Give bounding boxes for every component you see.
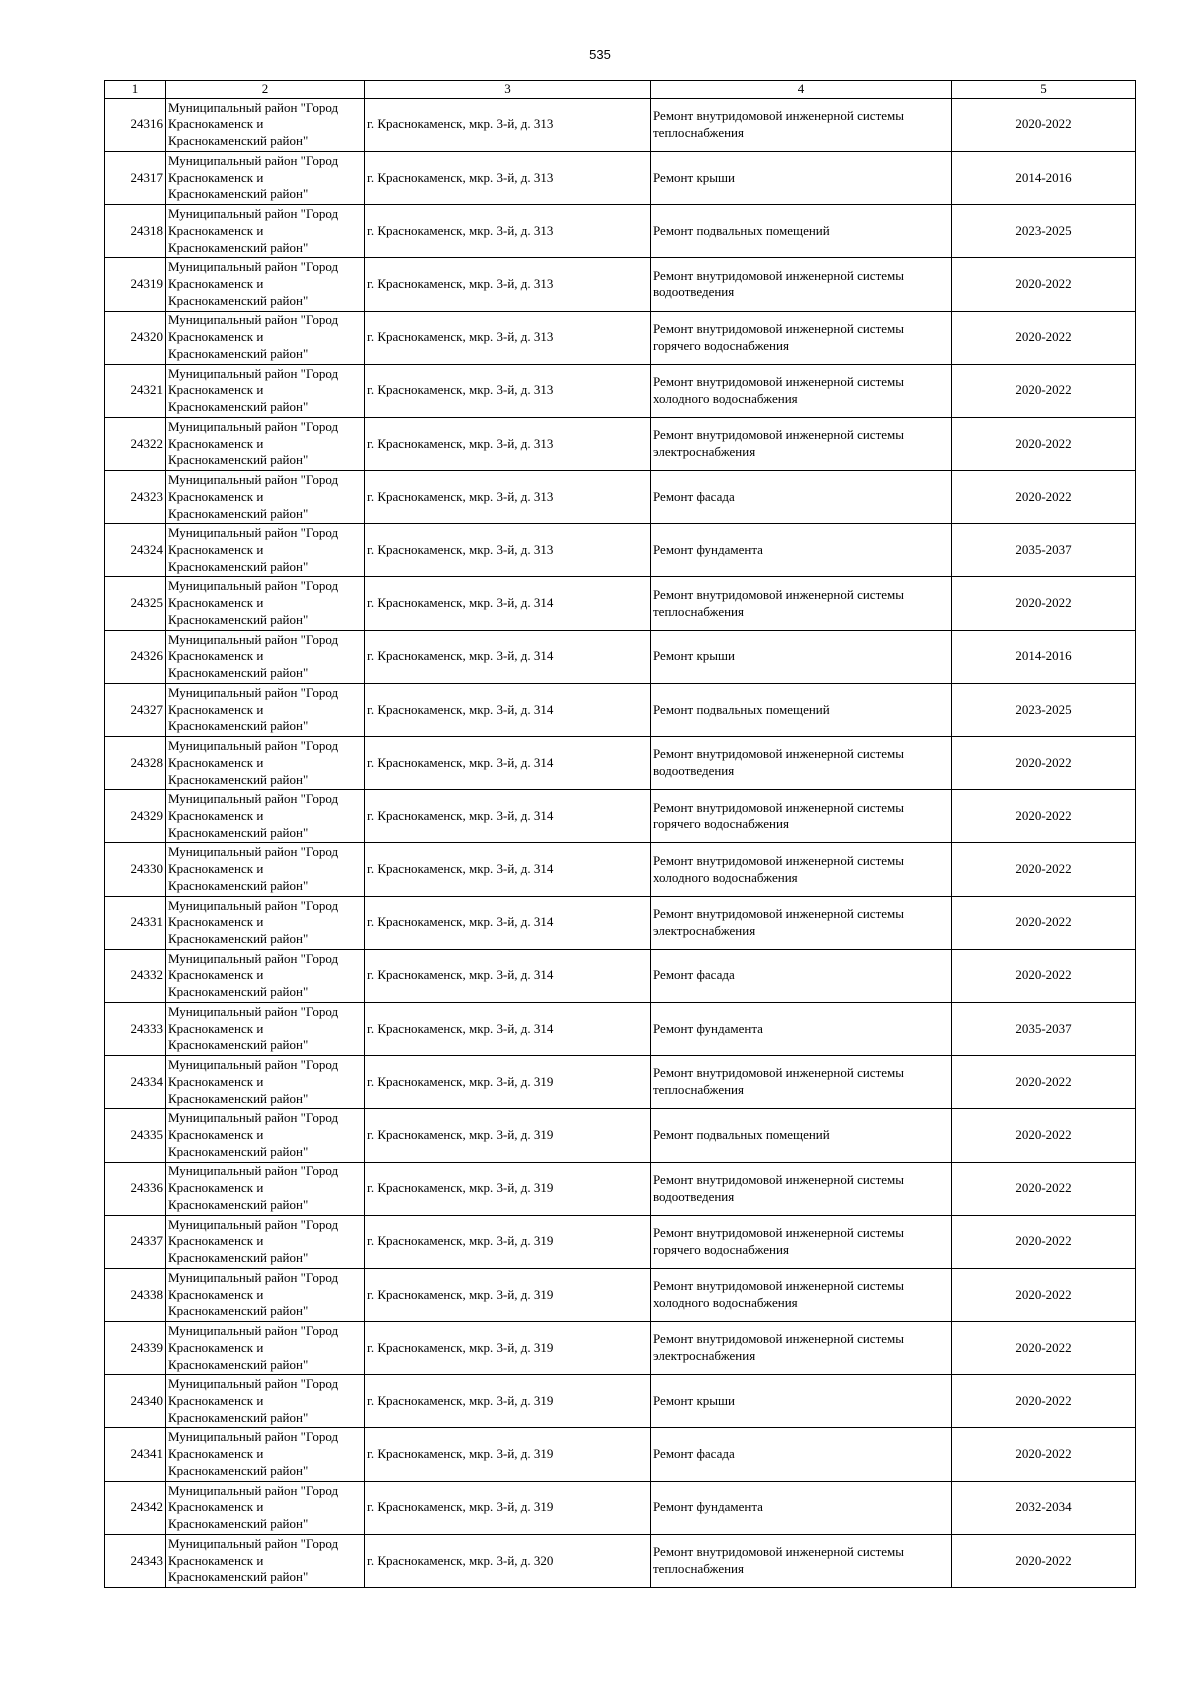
address-cell: г. Краснокаменск, мкр. 3-й, д. 313 bbox=[365, 311, 651, 364]
table-row bbox=[105, 1534, 1136, 1587]
address-cell: г. Краснокаменск, мкр. 3-й, д. 319 bbox=[365, 1056, 651, 1109]
work-type-cell: Ремонт внутридомовой инженерной системы электроснабжения bbox=[651, 896, 952, 949]
municipality-cell: Муниципальный район "Город Краснокаменск и Краснокаменский район" bbox=[166, 1056, 365, 1109]
address-cell: г. Краснокаменск, мкр. 3-й, д. 313 bbox=[365, 364, 651, 417]
row-number-cell: 24337 bbox=[105, 1215, 166, 1268]
column-header-3: 3 bbox=[365, 81, 651, 99]
work-type-cell: Ремонт фасада bbox=[651, 1428, 952, 1481]
work-type-cell: Ремонт внутридомовой инженерной системы теплоснабжения bbox=[651, 577, 952, 630]
municipality-cell: Муниципальный район "Город Краснокаменск и Краснокаменский район" bbox=[166, 311, 365, 364]
municipality-cell: Муниципальный район "Город Краснокаменск и Краснокаменский район" bbox=[166, 417, 365, 470]
period-cell: 2020-2022 bbox=[952, 1162, 1136, 1215]
period-cell: 2020-2022 bbox=[952, 364, 1136, 417]
row-number-cell: 24323 bbox=[105, 471, 166, 524]
address-cell: г. Краснокаменск, мкр. 3-й, д. 319 bbox=[365, 1428, 651, 1481]
table-row bbox=[105, 737, 1136, 790]
table-body bbox=[105, 98, 1136, 1587]
address-cell: г. Краснокаменск, мкр. 3-й, д. 314 bbox=[365, 683, 651, 736]
table-row bbox=[105, 1375, 1136, 1428]
municipality-cell: Муниципальный район "Город Краснокаменск и Краснокаменский район" bbox=[166, 1534, 365, 1587]
municipality-cell: Муниципальный район "Город Краснокаменск и Краснокаменский район" bbox=[166, 1481, 365, 1534]
municipality-cell: Муниципальный район "Город Краснокаменск и Краснокаменский район" bbox=[166, 524, 365, 577]
row-number-cell: 24333 bbox=[105, 1002, 166, 1055]
work-type-cell: Ремонт внутридомовой инженерной системы электроснабжения bbox=[651, 1322, 952, 1375]
period-cell: 2020-2022 bbox=[952, 258, 1136, 311]
period-cell: 2020-2022 bbox=[952, 1109, 1136, 1162]
municipality-cell: Муниципальный район "Город Краснокаменск и Краснокаменский район" bbox=[166, 1162, 365, 1215]
row-number-cell: 24328 bbox=[105, 737, 166, 790]
row-number-cell: 24336 bbox=[105, 1162, 166, 1215]
municipality-cell: Муниципальный район "Город Краснокаменск и Краснокаменский район" bbox=[166, 98, 365, 151]
table-row bbox=[105, 683, 1136, 736]
row-number-cell: 24326 bbox=[105, 630, 166, 683]
municipality-cell: Муниципальный район "Город Краснокаменск и Краснокаменский район" bbox=[166, 1322, 365, 1375]
row-number-cell: 24329 bbox=[105, 790, 166, 843]
municipality-cell: Муниципальный район "Город Краснокаменск и Краснокаменский район" bbox=[166, 471, 365, 524]
period-cell: 2020-2022 bbox=[952, 737, 1136, 790]
address-cell: г. Краснокаменск, мкр. 3-й, д. 320 bbox=[365, 1534, 651, 1587]
table-row bbox=[105, 471, 1136, 524]
work-type-cell: Ремонт внутридомовой инженерной системы холодного водоснабжения bbox=[651, 364, 952, 417]
municipality-cell: Муниципальный район "Город Краснокаменск и Краснокаменский район" bbox=[166, 737, 365, 790]
table-row bbox=[105, 1109, 1136, 1162]
period-cell: 2020-2022 bbox=[952, 896, 1136, 949]
period-cell: 2035-2037 bbox=[952, 1002, 1136, 1055]
table-row bbox=[105, 1162, 1136, 1215]
municipality-cell: Муниципальный район "Город Краснокаменск и Краснокаменский район" bbox=[166, 843, 365, 896]
capital-repair-table bbox=[104, 80, 1136, 1588]
table-row bbox=[105, 311, 1136, 364]
table-row bbox=[105, 1268, 1136, 1321]
period-cell: 2020-2022 bbox=[952, 1056, 1136, 1109]
table-row bbox=[105, 1002, 1136, 1055]
table-row bbox=[105, 1056, 1136, 1109]
work-type-cell: Ремонт крыши bbox=[651, 151, 952, 204]
table-row bbox=[105, 205, 1136, 258]
address-cell: г. Краснокаменск, мкр. 3-й, д. 313 bbox=[365, 205, 651, 258]
table-row bbox=[105, 577, 1136, 630]
row-number-cell: 24321 bbox=[105, 364, 166, 417]
period-cell: 2020-2022 bbox=[952, 1322, 1136, 1375]
row-number-cell: 24325 bbox=[105, 577, 166, 630]
row-number-cell: 24324 bbox=[105, 524, 166, 577]
work-type-cell: Ремонт фундамента bbox=[651, 1002, 952, 1055]
work-type-cell: Ремонт внутридомовой инженерной системы теплоснабжения bbox=[651, 98, 952, 151]
page-number: 535 bbox=[589, 47, 611, 62]
column-header-4: 4 bbox=[651, 81, 952, 99]
row-number-cell: 24316 bbox=[105, 98, 166, 151]
row-number-cell: 24327 bbox=[105, 683, 166, 736]
work-type-cell: Ремонт подвальных помещений bbox=[651, 205, 952, 258]
table-row bbox=[105, 417, 1136, 470]
period-cell: 2020-2022 bbox=[952, 1534, 1136, 1587]
table-row bbox=[105, 630, 1136, 683]
municipality-cell: Муниципальный район "Город Краснокаменск и Краснокаменский район" bbox=[166, 1109, 365, 1162]
row-number-cell: 24339 bbox=[105, 1322, 166, 1375]
work-type-cell: Ремонт фасада bbox=[651, 471, 952, 524]
table-row bbox=[105, 1215, 1136, 1268]
table-row bbox=[105, 258, 1136, 311]
period-cell: 2035-2037 bbox=[952, 524, 1136, 577]
municipality-cell: Муниципальный район "Город Краснокаменск и Краснокаменский район" bbox=[166, 1215, 365, 1268]
row-number-cell: 24320 bbox=[105, 311, 166, 364]
period-cell: 2020-2022 bbox=[952, 471, 1136, 524]
municipality-cell: Муниципальный район "Город Краснокаменск и Краснокаменский район" bbox=[166, 1428, 365, 1481]
municipality-cell: Муниципальный район "Город Краснокаменск и Краснокаменский район" bbox=[166, 1375, 365, 1428]
work-type-cell: Ремонт подвальных помещений bbox=[651, 1109, 952, 1162]
row-number-cell: 24332 bbox=[105, 949, 166, 1002]
table-row bbox=[105, 524, 1136, 577]
address-cell: г. Краснокаменск, мкр. 3-й, д. 319 bbox=[365, 1481, 651, 1534]
address-cell: г. Краснокаменск, мкр. 3-й, д. 313 bbox=[365, 524, 651, 577]
table-row bbox=[105, 1322, 1136, 1375]
period-cell: 2020-2022 bbox=[952, 417, 1136, 470]
municipality-cell: Муниципальный район "Город Краснокаменск и Краснокаменский район" bbox=[166, 364, 365, 417]
address-cell: г. Краснокаменск, мкр. 3-й, д. 319 bbox=[365, 1215, 651, 1268]
period-cell: 2023-2025 bbox=[952, 683, 1136, 736]
municipality-cell: Муниципальный район "Город Краснокаменск и Краснокаменский район" bbox=[166, 683, 365, 736]
address-cell: г. Краснокаменск, мкр. 3-й, д. 314 bbox=[365, 737, 651, 790]
period-cell: 2020-2022 bbox=[952, 790, 1136, 843]
work-type-cell: Ремонт внутридомовой инженерной системы теплоснабжения bbox=[651, 1534, 952, 1587]
municipality-cell: Муниципальный район "Город Краснокаменск и Краснокаменский район" bbox=[166, 151, 365, 204]
work-type-cell: Ремонт внутридомовой инженерной системы горячего водоснабжения bbox=[651, 311, 952, 364]
municipality-cell: Муниципальный район "Город Краснокаменск и Краснокаменский район" bbox=[166, 949, 365, 1002]
address-cell: г. Краснокаменск, мкр. 3-й, д. 314 bbox=[365, 630, 651, 683]
work-type-cell: Ремонт фундамента bbox=[651, 1481, 952, 1534]
municipality-cell: Муниципальный район "Город Краснокаменск и Краснокаменский район" bbox=[166, 577, 365, 630]
table-row bbox=[105, 1481, 1136, 1534]
row-number-cell: 24330 bbox=[105, 843, 166, 896]
period-cell: 2020-2022 bbox=[952, 949, 1136, 1002]
row-number-cell: 24334 bbox=[105, 1056, 166, 1109]
address-cell: г. Краснокаменск, мкр. 3-й, д. 319 bbox=[365, 1268, 651, 1321]
address-cell: г. Краснокаменск, мкр. 3-й, д. 313 bbox=[365, 151, 651, 204]
work-type-cell: Ремонт внутридомовой инженерной системы теплоснабжения bbox=[651, 1056, 952, 1109]
period-cell: 2023-2025 bbox=[952, 205, 1136, 258]
column-header-1: 1 bbox=[105, 81, 166, 99]
address-cell: г. Краснокаменск, мкр. 3-й, д. 313 bbox=[365, 258, 651, 311]
row-number-cell: 24342 bbox=[105, 1481, 166, 1534]
address-cell: г. Краснокаменск, мкр. 3-й, д. 314 bbox=[365, 577, 651, 630]
period-cell: 2020-2022 bbox=[952, 311, 1136, 364]
period-cell: 2014-2016 bbox=[952, 151, 1136, 204]
work-type-cell: Ремонт внутридомовой инженерной системы водоотведения bbox=[651, 1162, 952, 1215]
work-type-cell: Ремонт крыши bbox=[651, 1375, 952, 1428]
table-row bbox=[105, 151, 1136, 204]
address-cell: г. Краснокаменск, мкр. 3-й, д. 313 bbox=[365, 98, 651, 151]
address-cell: г. Краснокаменск, мкр. 3-й, д. 313 bbox=[365, 417, 651, 470]
work-type-cell: Ремонт внутридомовой инженерной системы горячего водоснабжения bbox=[651, 790, 952, 843]
table-row bbox=[105, 98, 1136, 151]
municipality-cell: Муниципальный район "Город Краснокаменск и Краснокаменский район" bbox=[166, 205, 365, 258]
table-row bbox=[105, 896, 1136, 949]
row-number-cell: 24341 bbox=[105, 1428, 166, 1481]
column-header-2: 2 bbox=[166, 81, 365, 99]
work-type-cell: Ремонт крыши bbox=[651, 630, 952, 683]
work-type-cell: Ремонт внутридомовой инженерной системы холодного водоснабжения bbox=[651, 1268, 952, 1321]
work-type-cell: Ремонт внутридомовой инженерной системы горячего водоснабжения bbox=[651, 1215, 952, 1268]
work-type-cell: Ремонт внутридомовой инженерной системы водоотведения bbox=[651, 737, 952, 790]
address-cell: г. Краснокаменск, мкр. 3-й, д. 319 bbox=[365, 1162, 651, 1215]
municipality-cell: Муниципальный район "Город Краснокаменск и Краснокаменский район" bbox=[166, 630, 365, 683]
address-cell: г. Краснокаменск, мкр. 3-й, д. 314 bbox=[365, 949, 651, 1002]
period-cell: 2020-2022 bbox=[952, 843, 1136, 896]
period-cell: 2020-2022 bbox=[952, 98, 1136, 151]
row-number-cell: 24331 bbox=[105, 896, 166, 949]
municipality-cell: Муниципальный район "Город Краснокаменск и Краснокаменский район" bbox=[166, 1002, 365, 1055]
work-type-cell: Ремонт внутридомовой инженерной системы электроснабжения bbox=[651, 417, 952, 470]
municipality-cell: Муниципальный район "Город Краснокаменск и Краснокаменский район" bbox=[166, 258, 365, 311]
table-row bbox=[105, 364, 1136, 417]
address-cell: г. Краснокаменск, мкр. 3-й, д. 313 bbox=[365, 471, 651, 524]
municipality-cell: Муниципальный район "Город Краснокаменск и Краснокаменский район" bbox=[166, 896, 365, 949]
table-row bbox=[105, 790, 1136, 843]
row-number-cell: 24318 bbox=[105, 205, 166, 258]
period-cell: 2032-2034 bbox=[952, 1481, 1136, 1534]
period-cell: 2020-2022 bbox=[952, 1428, 1136, 1481]
row-number-cell: 24319 bbox=[105, 258, 166, 311]
work-type-cell: Ремонт подвальных помещений bbox=[651, 683, 952, 736]
municipality-cell: Муниципальный район "Город Краснокаменск и Краснокаменский район" bbox=[166, 790, 365, 843]
address-cell: г. Краснокаменск, мкр. 3-й, д. 319 bbox=[365, 1109, 651, 1162]
work-type-cell: Ремонт фасада bbox=[651, 949, 952, 1002]
address-cell: г. Краснокаменск, мкр. 3-й, д. 319 bbox=[365, 1322, 651, 1375]
address-cell: г. Краснокаменск, мкр. 3-й, д. 319 bbox=[365, 1375, 651, 1428]
row-number-cell: 24343 bbox=[105, 1534, 166, 1587]
address-cell: г. Краснокаменск, мкр. 3-й, д. 314 bbox=[365, 790, 651, 843]
address-cell: г. Краснокаменск, мкр. 3-й, д. 314 bbox=[365, 1002, 651, 1055]
period-cell: 2020-2022 bbox=[952, 1375, 1136, 1428]
period-cell: 2020-2022 bbox=[952, 1268, 1136, 1321]
address-cell: г. Краснокаменск, мкр. 3-й, д. 314 bbox=[365, 843, 651, 896]
period-cell: 2020-2022 bbox=[952, 577, 1136, 630]
table-row bbox=[105, 1428, 1136, 1481]
table-row bbox=[105, 949, 1136, 1002]
municipality-cell: Муниципальный район "Город Краснокаменск и Краснокаменский район" bbox=[166, 1268, 365, 1321]
table-row bbox=[105, 843, 1136, 896]
period-cell: 2014-2016 bbox=[952, 630, 1136, 683]
table-header-row bbox=[105, 81, 1136, 99]
period-cell: 2020-2022 bbox=[952, 1215, 1136, 1268]
work-type-cell: Ремонт фундамента bbox=[651, 524, 952, 577]
address-cell: г. Краснокаменск, мкр. 3-й, д. 314 bbox=[365, 896, 651, 949]
work-type-cell: Ремонт внутридомовой инженерной системы водоотведения bbox=[651, 258, 952, 311]
work-type-cell: Ремонт внутридомовой инженерной системы холодного водоснабжения bbox=[651, 843, 952, 896]
row-number-cell: 24338 bbox=[105, 1268, 166, 1321]
column-header-5: 5 bbox=[952, 81, 1136, 99]
row-number-cell: 24322 bbox=[105, 417, 166, 470]
row-number-cell: 24335 bbox=[105, 1109, 166, 1162]
row-number-cell: 24340 bbox=[105, 1375, 166, 1428]
row-number-cell: 24317 bbox=[105, 151, 166, 204]
